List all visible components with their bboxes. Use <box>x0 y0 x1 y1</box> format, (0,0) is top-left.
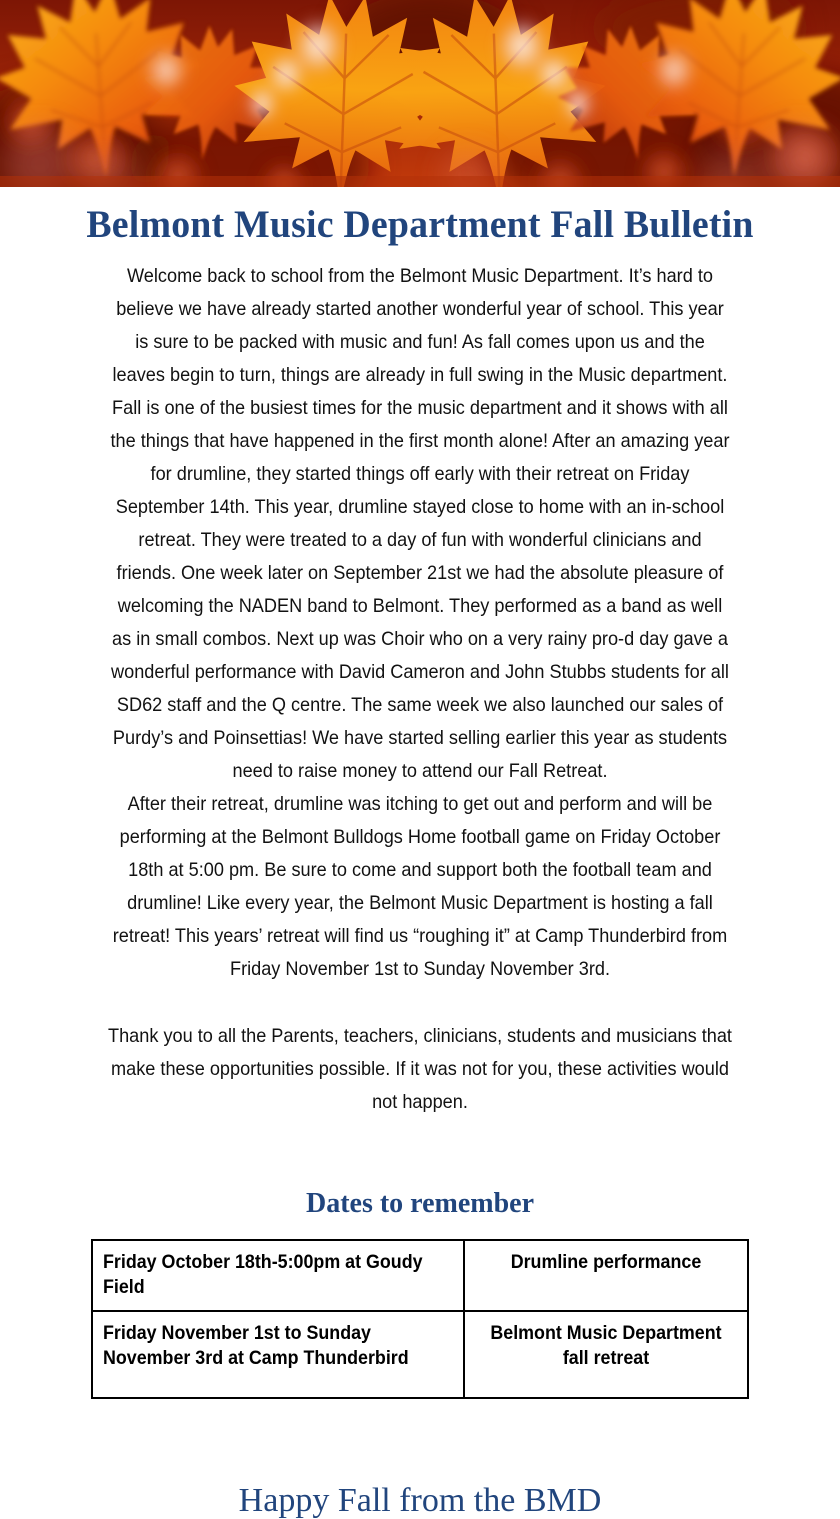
paragraph-3: Thank you to all the Parents, teachers, clinicians, students and musicians that make these opportunities possible. If it was not for you, these activities would not happen. <box>107 1025 732 1113</box>
fall-leaves-illustration <box>0 0 840 187</box>
date-text: Friday November 1st to Sunday November 3rd at Camp Thunderbird <box>103 1323 409 1370</box>
closing-greeting: Happy Fall from the BMD <box>238 1482 602 1519</box>
table-cell-what <box>464 1240 748 1311</box>
table-row <box>92 1240 748 1311</box>
table-cell-when <box>92 1240 464 1311</box>
page-title: Belmont Music Department Fall Bulletin <box>86 203 754 246</box>
dates-table-container <box>91 1239 749 1399</box>
event-text: Drumline performance <box>510 1252 702 1274</box>
table-cell-what <box>464 1311 748 1398</box>
fall-leaves-banner <box>0 0 840 187</box>
date-text: Friday October 18th-5:00pm at Goudy Field <box>103 1252 423 1299</box>
dates-to-remember-heading: Dates to remember <box>305 1188 535 1219</box>
table-row <box>92 1311 748 1398</box>
dates-table <box>91 1239 749 1399</box>
table-cell-when <box>92 1311 464 1398</box>
document-body <box>0 205 840 1519</box>
event-text: Belmont Music Department fall retreat <box>490 1323 722 1370</box>
bulletin-text <box>84 244 756 1119</box>
paragraph-1: Welcome back to school from the Belmont Music Department. It’s hard to believe we have already started another wonderful year of school. This year is sure to be packed with music and fun! As fall comes upon us and the leaves begin to turn, things are already in full swing in the Music department. Fall is one of the busiest times for the music department and it shows with all the things that have happened in the first month alone! After an amazing year for drumline, they started things off early with their retreat on Friday September 14th. This year, drumline stayed close to home with an in-school retreat. They were treated to a day of fun with wonderful clinicians and friends. One week later on September 21st we had the absolute pleasure of welcoming the NADEN band to Belmont. They performed as a band as well as in small combos. Next up was Choir who on a very rainy pro-d day gave a wonderful performance with David Cameron and John Stubbs students for all SD62 staff and the Q centre. The same week we also launched our sales of Purdy’s and Poinsettias! We have started selling earlier this year as students need to raise money to attend our Fall Retreat. <box>110 265 730 782</box>
paragraph-2: After their retreat, drumline was itching to get out and perform and will be performing at the Belmont Bulldogs Home football game on Friday October 18th at 5:00 pm. Be sure to come and support both the football team and drumline! Like every year, the Belmont Music Department is hosting a fall retreat! This years’ retreat will find us “roughing it” at Camp Thunderbird from Friday November 1st to Sunday November 3rd. <box>112 793 728 980</box>
